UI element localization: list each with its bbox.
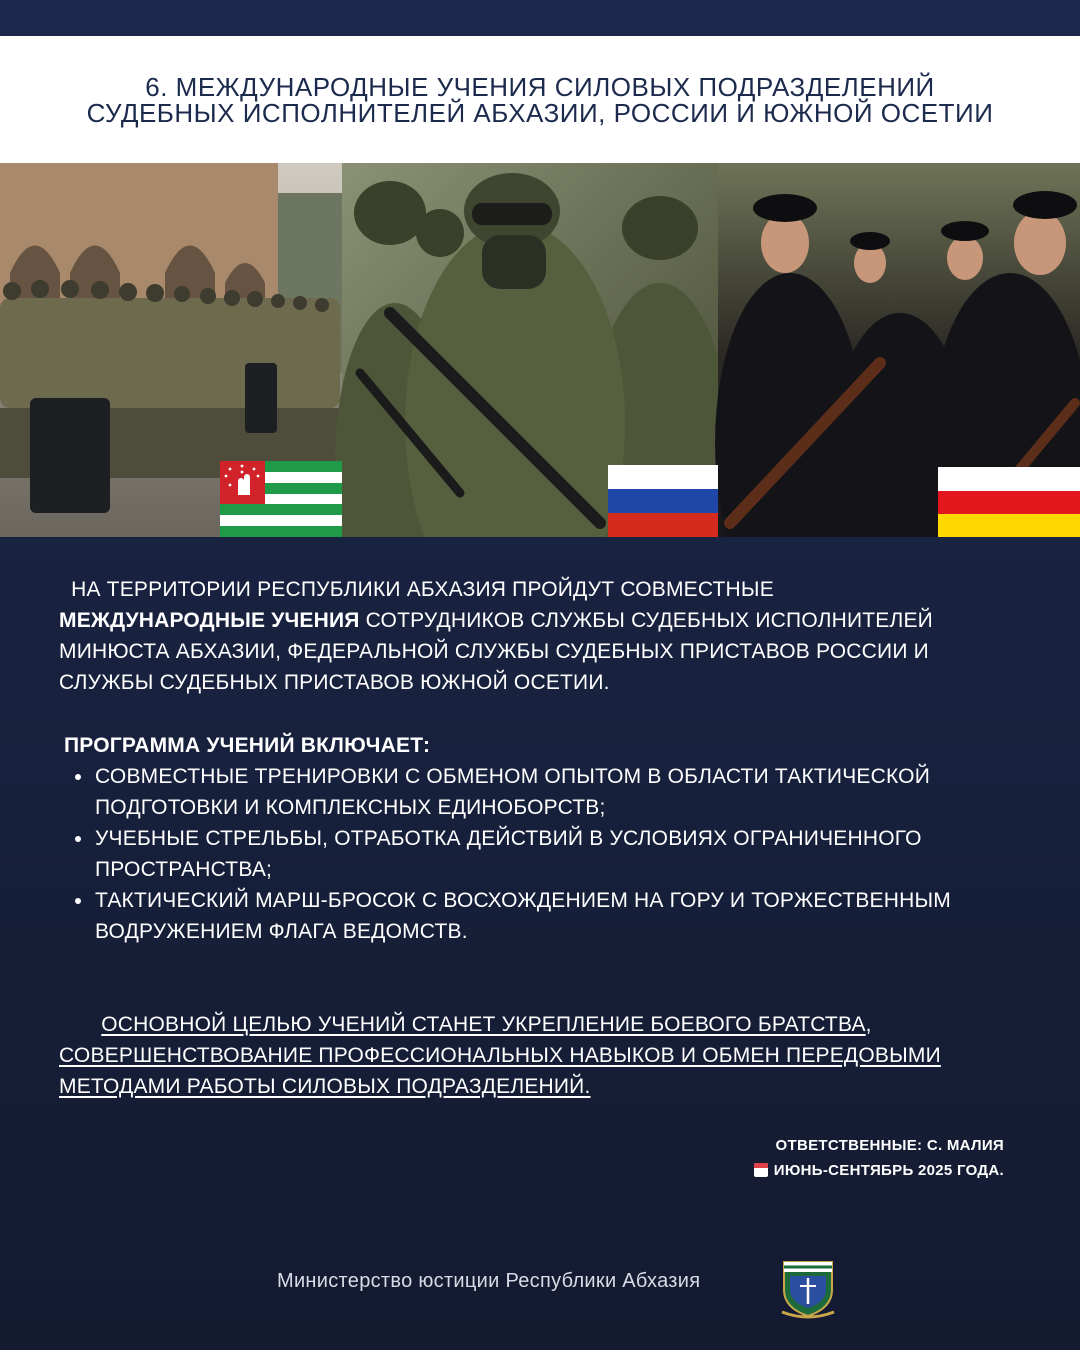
top-bar — [0, 0, 1080, 36]
goal-line-1 — [59, 1009, 1039, 1040]
responsible-person: ОТВЕТСТВЕННЫЕ: С. МАЛИЯ — [775, 1137, 1004, 1154]
program-item-line: ПРОСТРАНСТВА; — [95, 858, 273, 881]
program-item-line: СОВМЕСТНЫЕ ТРЕНИРОВКИ С ОБМЕНОМ ОПЫТОМ В ОБЛАСТИ ТАКТИЧЕСКОЙ — [95, 765, 930, 788]
goal-line-2-text: СОВЕРШЕНСТВОВАНИЕ ПРОФЕССИОНАЛЬНЫХ НАВЫКОВ И ОБМЕН ПЕРЕДОВЫМИ — [59, 1044, 941, 1067]
goal-line-3 — [59, 1071, 1039, 1102]
program-item — [95, 823, 1045, 885]
title-band — [0, 36, 1080, 163]
goal-paragraph — [59, 1009, 1039, 1102]
program-list — [95, 761, 1045, 947]
south-ossetia-flag-icon — [938, 467, 1080, 537]
program-heading: ПРОГРАММА УЧЕНИЙ ВКЛЮЧАЕТ: — [64, 734, 431, 757]
intro-paragraph — [59, 574, 1039, 698]
goal-line-2 — [59, 1040, 1039, 1071]
program-item — [95, 761, 1045, 823]
intro-line-1 — [59, 574, 1039, 605]
intro-line-2-text: СОТРУДНИКОВ СЛУЖБЫ СУДЕБНЫХ ИСПОЛНИТЕЛЕЙ — [365, 609, 933, 632]
footer-ministry: Министерство юстиции Республики Абхазия — [277, 1270, 701, 1292]
responsible-period-row — [754, 1158, 1004, 1183]
goal-line-1-text: ОСНОВНОЙ ЦЕЛЬЮ УЧЕНИЙ СТАНЕТ УКРЕПЛЕНИЕ БОЕВОГО БРАТСТВА — [101, 1013, 866, 1036]
program-item — [95, 885, 1045, 947]
goal-line-3-text: МЕТОДАМИ РАБОТЫ СИЛОВЫХ ПОДРАЗДЕЛЕНИЙ. — [59, 1075, 591, 1098]
abkhazia-flag-icon — [220, 461, 342, 537]
responsible-period: ИЮНЬ-СЕНТЯБРЬ 2025 ГОДА. — [773, 1162, 1004, 1179]
page-title-line-2: СУДЕБНЫХ ИСПОЛНИТЕЛЕЙ АБХАЗИИ, РОССИИ И ЮЖНОЙ ОСЕТИИ — [86, 97, 994, 128]
calendar-icon — [754, 1163, 768, 1177]
russia-flag-icon — [608, 465, 718, 537]
ministry-emblem-icon — [778, 1256, 838, 1320]
program-item-line: ВОДРУЖЕНИЕМ ФЛАГА ВЕДОМСТВ. — [95, 920, 468, 943]
program-item-line: ТАКТИЧЕСКИЙ МАРШ-БРОСОК С ВОСХОЖДЕНИЕМ НА ГОРУ И ТОРЖЕСТВЕННЫМ — [95, 889, 951, 912]
goal-line-1-comma: , — [865, 1013, 872, 1036]
program-item-line: УЧЕБНЫЕ СТРЕЛЬБЫ, ОТРАБОТКА ДЕЙСТВИЙ В УСЛОВИЯХ ОГРАНИЧЕННОГО — [95, 827, 922, 850]
intro-line-4: СЛУЖБЫ СУДЕБНЫХ ПРИСТАВОВ ЮЖНОЙ ОСЕТИИ. — [59, 671, 610, 694]
page-title-line-1: 6. МЕЖДУНАРОДНЫЕ УЧЕНИЯ СИЛОВЫХ ПОДРАЗДЕЛЕНИЙ — [145, 71, 935, 102]
photo-collage — [0, 163, 1080, 537]
responsible-block — [754, 1133, 1004, 1183]
intro-line-2 — [59, 605, 1039, 636]
intro-bold-phrase: МЕЖДУНАРОДНЫЕ УЧЕНИЯ — [59, 609, 360, 632]
intro-line-1-text: НА ТЕРРИТОРИИ РЕСПУБЛИКИ АБХАЗИЯ ПРОЙДУТ СОВМЕСТНЫЕ — [71, 578, 774, 601]
program-item-line: ПОДГОТОВКИ И КОМПЛЕКСНЫХ ЕДИНОБОРСТВ; — [95, 796, 606, 819]
intro-line-3: МИНЮСТА АБХАЗИИ, ФЕДЕРАЛЬНОЙ СЛУЖБЫ СУДЕБНЫХ ПРИСТАВОВ РОССИИ И — [59, 640, 929, 663]
